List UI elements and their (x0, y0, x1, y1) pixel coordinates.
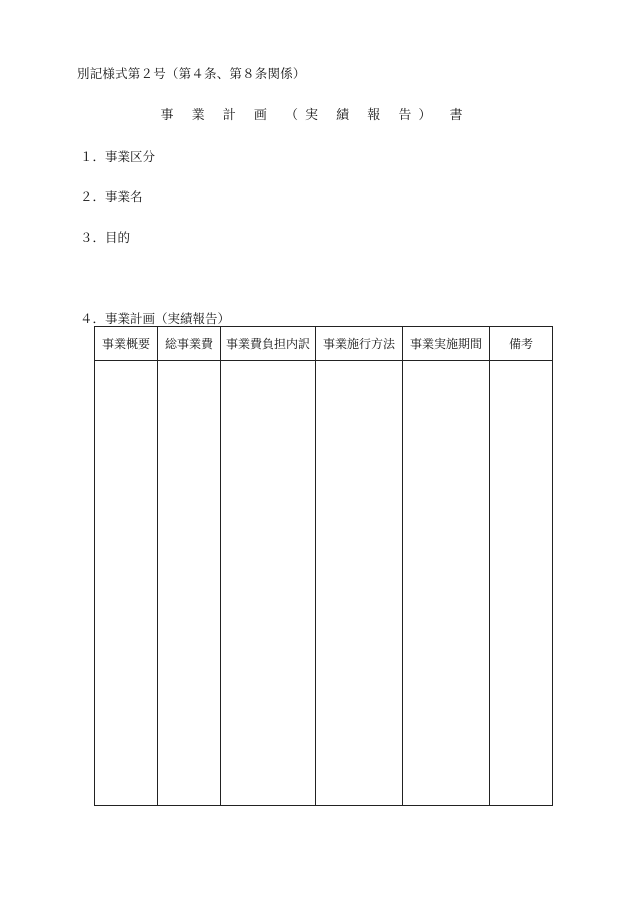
table-header-row (95, 327, 553, 361)
table-cell-implementation-period (403, 361, 490, 806)
section-number: ４． (80, 311, 106, 326)
section-business-category (80, 147, 155, 165)
section-number: ３． (80, 230, 106, 245)
column-header-implementation-period: 事業実施期間 (403, 327, 490, 361)
section-label: 事業名 (105, 189, 143, 204)
table-row (95, 361, 553, 806)
section-label: 目的 (105, 230, 131, 245)
column-header-cost-breakdown: 事業費負担内訳 (221, 327, 316, 361)
section-label: 事業計画（実績報告） (105, 311, 231, 326)
column-header-execution-method: 事業施行方法 (316, 327, 403, 361)
section-number: １． (80, 149, 106, 164)
section-business-name (80, 187, 143, 205)
table-cell-total-cost (158, 361, 221, 806)
table-cell-cost-breakdown (221, 361, 316, 806)
table-cell-execution-method (316, 361, 403, 806)
section-number: ２． (80, 189, 106, 204)
column-header-business-overview: 事業概要 (95, 327, 158, 361)
section-business-plan (80, 309, 230, 327)
document-title: 事 業 計 画 （実 績 報 告） 書 (160, 108, 470, 123)
table-cell-business-overview (95, 361, 158, 806)
column-header-total-cost: 総事業費 (158, 327, 221, 361)
section-label: 事業区分 (105, 149, 156, 164)
table-cell-remarks (490, 361, 553, 806)
section-purpose (80, 228, 130, 246)
business-plan-table (94, 326, 553, 806)
column-header-remarks: 備考 (490, 327, 553, 361)
form-reference: 別記様式第２号（第４条、第８条関係） (77, 66, 306, 81)
